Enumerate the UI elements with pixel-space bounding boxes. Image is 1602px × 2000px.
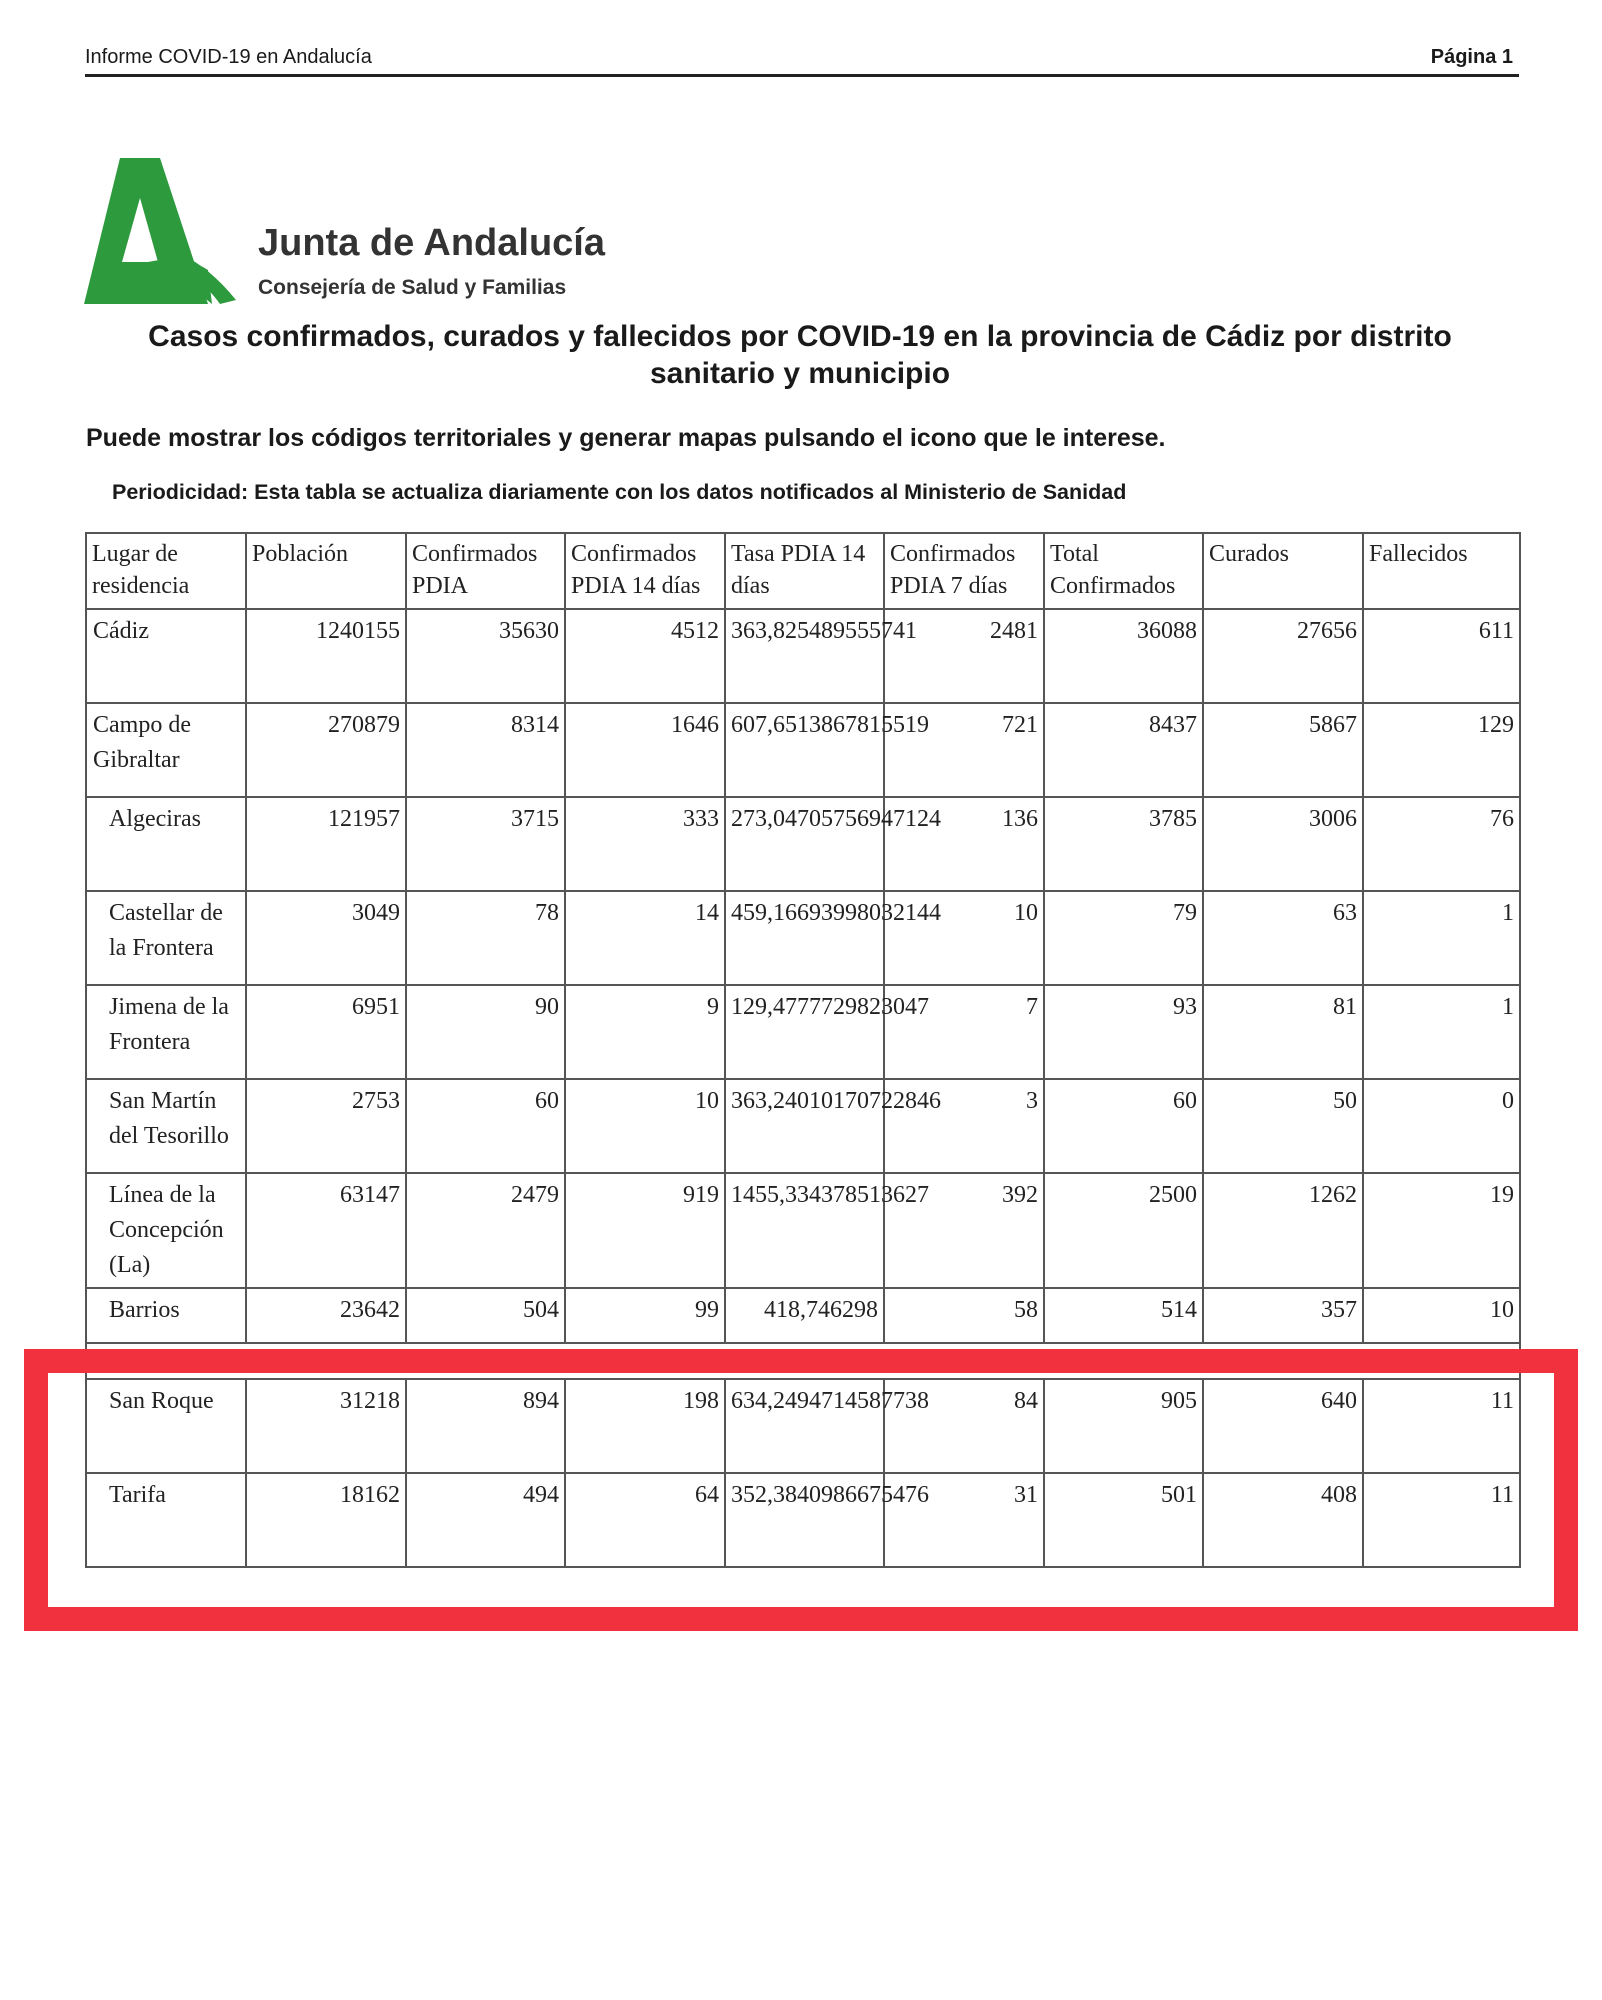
header-cell: Fallecidos xyxy=(1363,533,1520,609)
value-cell: 10 xyxy=(1363,1288,1520,1343)
value-cell: 8437 xyxy=(1044,703,1203,797)
junta-andalucia-logo-icon xyxy=(84,158,244,304)
value-cell: 611 xyxy=(1363,609,1520,703)
value-cell: 18162 xyxy=(246,1473,406,1567)
value-cell: 418,746298 xyxy=(725,1288,884,1343)
report-header xyxy=(85,44,1519,77)
value-cell: 1 xyxy=(1363,985,1520,1079)
header-cell: Total Confirmados xyxy=(1044,533,1203,609)
value-cell: 11 xyxy=(1363,1473,1520,1567)
document-title xyxy=(100,318,1500,392)
value-cell: 363,24010170722846 xyxy=(725,1079,884,1173)
place-cell: Cádiz xyxy=(86,609,246,703)
value-cell: 76 xyxy=(1363,797,1520,891)
table-row xyxy=(86,1173,1520,1288)
value-cell: 35630 xyxy=(406,609,565,703)
value-cell: 0 xyxy=(1363,1079,1520,1173)
value-cell: 5867 xyxy=(1203,703,1363,797)
table-row xyxy=(86,609,1520,703)
value-cell: 2479 xyxy=(406,1173,565,1288)
value-cell: 1 xyxy=(1363,891,1520,985)
table-row xyxy=(86,891,1520,985)
place-cell: Barrios xyxy=(86,1288,246,1343)
value-cell: 121957 xyxy=(246,797,406,891)
value-cell: 333 xyxy=(565,797,725,891)
report-title: Informe COVID-19 en Andalucía xyxy=(85,46,372,68)
value-cell: 3006 xyxy=(1203,797,1363,891)
value-cell: 494 xyxy=(406,1473,565,1567)
value-cell: 64 xyxy=(565,1473,725,1567)
periodicity-note: Periodicidad: Esta tabla se actualiza diariamente con los datos notificados al Ministerio de Sanidad xyxy=(112,480,1127,504)
value-cell: 78 xyxy=(406,891,565,985)
map-note: Puede mostrar los códigos territoriales y generar mapas pulsando el icono que le interese. xyxy=(86,424,1166,452)
value-cell: 19 xyxy=(1363,1173,1520,1288)
value-cell: 2500 xyxy=(1044,1173,1203,1288)
value-cell: 504 xyxy=(406,1288,565,1343)
value-cell: 3 xyxy=(884,1079,1044,1173)
value-cell: 634,2494714587738 xyxy=(725,1379,884,1473)
table-row xyxy=(86,1379,1520,1473)
value-cell: 392 xyxy=(884,1173,1044,1288)
header-cell: Confirmados PDIA xyxy=(406,533,565,609)
value-cell: 919 xyxy=(565,1173,725,1288)
value-cell: 60 xyxy=(406,1079,565,1173)
title-line-2: sanitario y municipio xyxy=(649,357,951,390)
value-cell: 352,3840986675476 xyxy=(725,1473,884,1567)
value-cell: 93 xyxy=(1044,985,1203,1079)
value-cell: 60 xyxy=(1044,1079,1203,1173)
value-cell: 79 xyxy=(1044,891,1203,985)
header-cell: Tasa PDIA 14 días xyxy=(725,533,884,609)
value-cell: 23642 xyxy=(246,1288,406,1343)
value-cell: 3715 xyxy=(406,797,565,891)
value-cell: 273,04705756947124 xyxy=(725,797,884,891)
title-line-1: Casos confirmados, curados y fallecidos por COVID-19 en la provincia de Cádiz por distrito xyxy=(148,320,1452,353)
value-cell: 2481 xyxy=(884,609,1044,703)
header-cell: Confirmados PDIA 14 días xyxy=(565,533,725,609)
value-cell: 905 xyxy=(1044,1379,1203,1473)
table-gap-row xyxy=(86,1343,1520,1379)
value-cell: 129 xyxy=(1363,703,1520,797)
value-cell: 501 xyxy=(1044,1473,1203,1567)
place-cell: San Roque xyxy=(86,1379,246,1473)
value-cell: 63147 xyxy=(246,1173,406,1288)
value-cell: 31218 xyxy=(246,1379,406,1473)
value-cell: 3785 xyxy=(1044,797,1203,891)
table-row xyxy=(86,1473,1520,1567)
table-row xyxy=(86,797,1520,891)
place-cell: Tarifa xyxy=(86,1473,246,1567)
value-cell: 10 xyxy=(884,891,1044,985)
value-cell: 3049 xyxy=(246,891,406,985)
value-cell: 459,16693998032144 xyxy=(725,891,884,985)
value-cell: 50 xyxy=(1203,1079,1363,1173)
value-cell: 640 xyxy=(1203,1379,1363,1473)
value-cell: 1646 xyxy=(565,703,725,797)
place-cell: Algeciras xyxy=(86,797,246,891)
gap-cell xyxy=(86,1343,1520,1379)
place-cell: Campo de Gibraltar xyxy=(86,703,246,797)
table-row xyxy=(86,1288,1520,1343)
covid-table xyxy=(85,532,1521,1568)
place-cell: Jimena de la Frontera xyxy=(86,985,246,1079)
value-cell: 514 xyxy=(1044,1288,1203,1343)
value-cell: 7 xyxy=(884,985,1044,1079)
value-cell: 1240155 xyxy=(246,609,406,703)
value-cell: 721 xyxy=(884,703,1044,797)
value-cell: 11 xyxy=(1363,1379,1520,1473)
value-cell: 363,825489555741 xyxy=(725,609,884,703)
table-row xyxy=(86,985,1520,1079)
table-header-row xyxy=(86,533,1520,609)
value-cell: 9 xyxy=(565,985,725,1079)
table-row xyxy=(86,703,1520,797)
value-cell: 1455,334378513627 xyxy=(725,1173,884,1288)
header-cell: Curados xyxy=(1203,533,1363,609)
page-number: Página 1 xyxy=(1430,46,1513,68)
value-cell: 36088 xyxy=(1044,609,1203,703)
value-cell: 84 xyxy=(884,1379,1044,1473)
value-cell: 81 xyxy=(1203,985,1363,1079)
value-cell: 270879 xyxy=(246,703,406,797)
place-cell: Castellar de la Frontera xyxy=(86,891,246,985)
value-cell: 58 xyxy=(884,1288,1044,1343)
value-cell: 14 xyxy=(565,891,725,985)
value-cell: 129,4777729823047 xyxy=(725,985,884,1079)
value-cell: 31 xyxy=(884,1473,1044,1567)
value-cell: 357 xyxy=(1203,1288,1363,1343)
table-row xyxy=(86,1079,1520,1173)
header-cell: Confirmados PDIA 7 días xyxy=(884,533,1044,609)
value-cell: 894 xyxy=(406,1379,565,1473)
value-cell: 63 xyxy=(1203,891,1363,985)
value-cell: 607,6513867815519 xyxy=(725,703,884,797)
value-cell: 10 xyxy=(565,1079,725,1173)
header-cell: Lugar de residencia xyxy=(86,533,246,609)
org-department: Consejería de Salud y Familias xyxy=(258,276,567,299)
org-name: Junta de Andalucía xyxy=(258,222,605,264)
place-cell: San Martín del Tesorillo xyxy=(86,1079,246,1173)
value-cell: 4512 xyxy=(565,609,725,703)
header-cell: Población xyxy=(246,533,406,609)
value-cell: 90 xyxy=(406,985,565,1079)
value-cell: 136 xyxy=(884,797,1044,891)
value-cell: 99 xyxy=(565,1288,725,1343)
value-cell: 27656 xyxy=(1203,609,1363,703)
value-cell: 6951 xyxy=(246,985,406,1079)
value-cell: 2753 xyxy=(246,1079,406,1173)
place-cell: Línea de la Concepción (La) xyxy=(86,1173,246,1288)
value-cell: 8314 xyxy=(406,703,565,797)
value-cell: 198 xyxy=(565,1379,725,1473)
value-cell: 408 xyxy=(1203,1473,1363,1567)
value-cell: 1262 xyxy=(1203,1173,1363,1288)
